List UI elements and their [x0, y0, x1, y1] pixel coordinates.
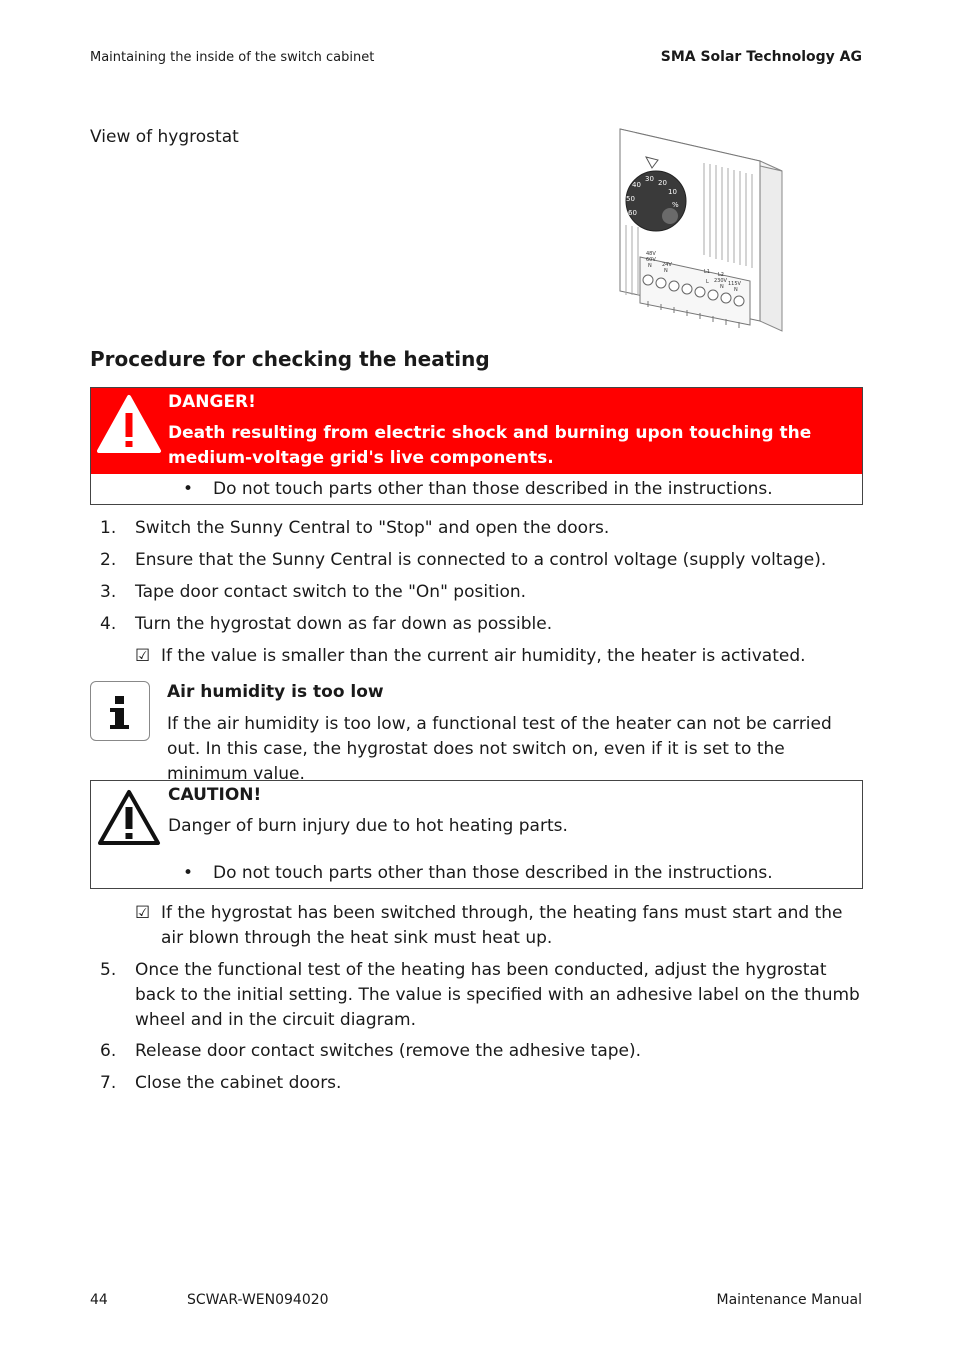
dial-unit: % [672, 201, 679, 209]
terminal-label-n1: N [648, 263, 652, 269]
terminal-label-l: L [706, 279, 709, 285]
terminal-label-l2: L2 [718, 272, 724, 278]
figure-caption: View of hygrostat [90, 127, 239, 147]
dial-label-50: 50 [626, 195, 635, 203]
terminal-label-n2: N [664, 268, 668, 274]
dial-label-20: 20 [658, 179, 667, 187]
section-heading: Procedure for checking the heating [90, 347, 490, 371]
step-number: 6. [100, 1041, 117, 1061]
step-number: 4. [100, 614, 117, 634]
danger-text: Death resulting from electric shock and burning upon touching the medium-voltage grid's live components. [168, 423, 812, 468]
danger-header-band [91, 388, 862, 474]
checkbox-icon: ☑ [135, 646, 151, 666]
step-text: Tape door contact switch to the "On" position. [135, 582, 527, 602]
dial-label-30: 30 [645, 175, 654, 183]
step-text: Ensure that the Sunny Central is connected to a control voltage (supply voltage). [135, 550, 827, 570]
step-text: Switch the Sunny Central to "Stop" and open the doors. [135, 518, 610, 538]
step-number: 5. [100, 960, 117, 980]
danger-notice [90, 387, 863, 505]
bullet-icon: • [183, 863, 194, 883]
dial-label-60: 60 [628, 209, 637, 217]
step-text: Release door contact switches (remove the adhesive tape). [135, 1041, 642, 1061]
result-text: If the hygrostat has been switched through, the heating fans must start and the air blown through the heat sink must heat up. [161, 903, 843, 948]
info-title: Air humidity is too low [167, 682, 384, 702]
terminal-label-l1: L1 [704, 269, 710, 275]
step-text: Close the cabinet doors. [135, 1073, 342, 1093]
info-text: If the air humidity is too low, a functional test of the heater can not be carried out. In this case, the hygrostat does not switch on, even if it is set to the minimum value. [167, 714, 832, 784]
dial-label-10: 10 [668, 188, 677, 196]
footer-page-number: 44 [90, 1292, 108, 1308]
danger-bullet-text: Do not touch parts other than those described in the instructions. [213, 479, 773, 499]
terminal-label-n3: N [720, 284, 724, 290]
terminal-label-n4: N [734, 287, 738, 293]
bullet-icon: • [183, 479, 194, 499]
step-number: 3. [100, 582, 117, 602]
footer-doc-code: SCWAR-WEN094020 [187, 1292, 329, 1308]
checkbox-icon: ☑ [135, 903, 151, 923]
caution-bullet-text: Do not touch parts other than those described in the instructions. [213, 863, 773, 883]
caution-notice [90, 780, 863, 889]
caution-warning-icon [96, 787, 162, 849]
caution-title: CAUTION! [168, 785, 262, 805]
info-icon [90, 681, 150, 741]
footer-doc-type: Maintenance Manual [716, 1292, 862, 1308]
hygrostat-illustration [600, 125, 790, 335]
terminal-label-115v: 115V [728, 281, 741, 287]
caution-text: Danger of burn injury due to hot heating parts. [168, 816, 568, 836]
terminal-label-230v: 230V [714, 278, 727, 284]
danger-warning-icon [95, 393, 163, 457]
terminal-label-24v: 24V [662, 262, 672, 268]
header-company: SMA Solar Technology AG [660, 49, 862, 65]
terminal-label-60v: 60V [646, 257, 656, 263]
result-text: If the value is smaller than the current air humidity, the heater is activated. [161, 646, 806, 666]
step-text: Turn the hygrostat down as far down as possible. [135, 614, 553, 634]
header-section-title: Maintaining the inside of the switch cabinet [90, 50, 375, 65]
dial-label-40: 40 [632, 181, 641, 189]
step-number: 2. [100, 550, 117, 570]
step-text: Once the functional test of the heating has been conducted, adjust the hygrostat back to the initial setting. The value is specified with an adhesive label on the thumb wheel and in the circuit diagram. [135, 960, 860, 1030]
step-number: 7. [100, 1073, 117, 1093]
step-number: 1. [100, 518, 117, 538]
terminal-label-48v: 48V [646, 251, 656, 257]
danger-title: DANGER! [168, 392, 256, 412]
